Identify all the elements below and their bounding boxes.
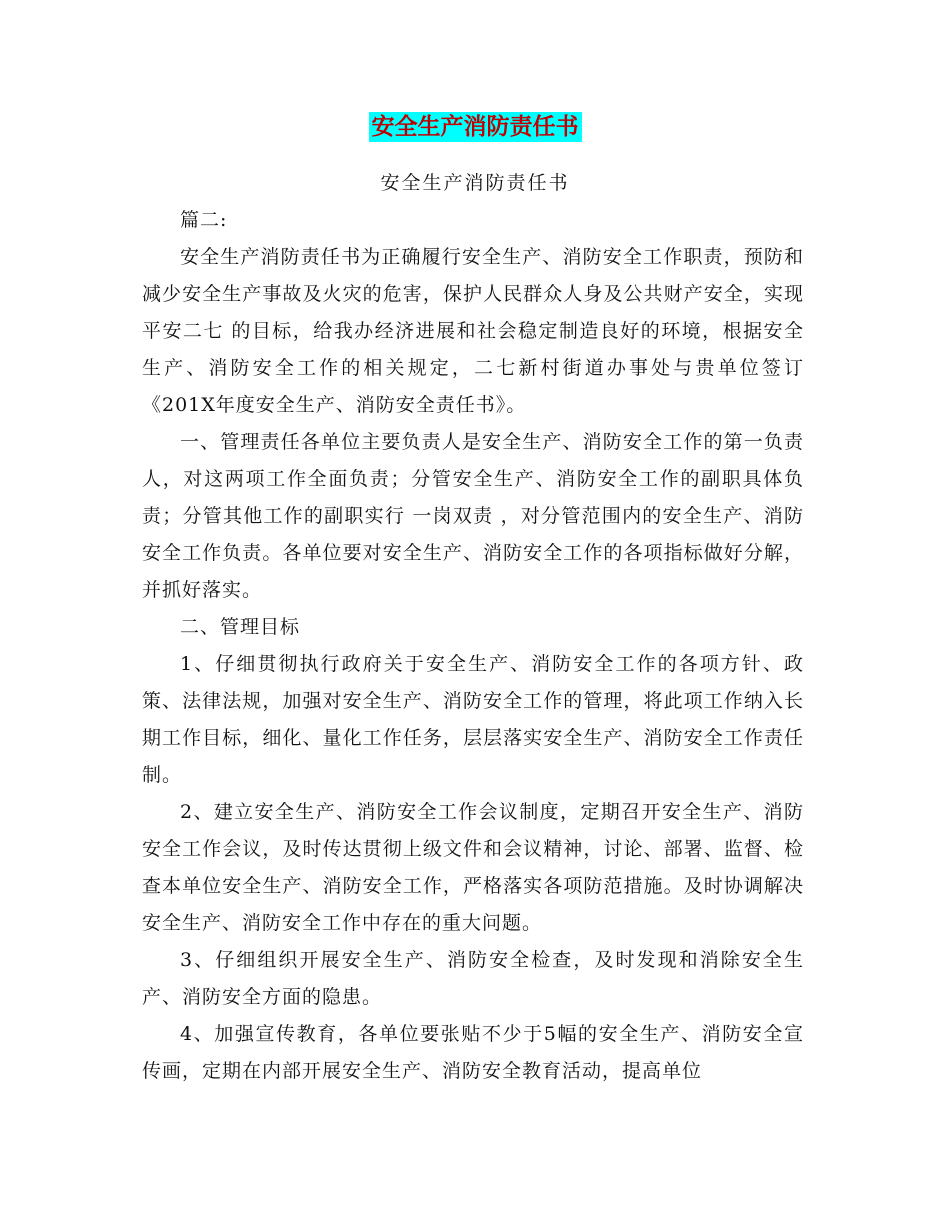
paragraph-goal-2: 2、建立安全生产、消防安全工作会议制度，定期召开安全生产、消防安全工作会议，及时传达贯彻上级文件和会议精神，讨论、部署、监督、检查本单位安全生产、消防安全工作，严格落实各项防范措施。及时协调解决安全生产、消防安全工作中存在的重大问题。 <box>142 801 804 934</box>
paragraph-goal-3: 3、仔细组织开展安全生产、消防安全检查，及时发现和消除安全生产、消防安全方面的隐患。 <box>142 949 804 1008</box>
paragraph-management-goals-heading: 二、管理目标 <box>180 616 301 638</box>
title-container <box>0 112 950 142</box>
paragraph-goal-1: 1、仔细贯彻执行政府关于安全生产、消防安全工作的各项方针、政策、法律法规，加强对安全生产、消防安全工作的管理，将此项工作纳入长期工作目标，细化、量化工作任务，层层落实安全生产、消防安全工作责任制。 <box>142 653 804 786</box>
paragraph-intro: 安全生产消防责任书为正确履行安全生产、消防安全工作职责，预防和减少安全生产事故及火灾的危害，保护人民群众人身及公共财产安全，实现 平安二七 的目标，给我办经济进展和社会稳定制造良好的环境，根据安全生产、消防安全工作的相关规定，二七新村街道办事处与贵单位签订《201X年度安全生产、消防安全责任书》。 <box>142 246 804 416</box>
document-subtitle: 安全生产消防责任书 <box>380 172 570 194</box>
document-body <box>142 202 804 1090</box>
paragraph-section-label: 篇二: <box>180 209 228 231</box>
paragraph-management-responsibility: 一、管理责任各单位主要负责人是安全生产、消防安全工作的第一负责人，对这两项工作全面负责；分管安全生产、消防安全工作的副职具体负责；分管其他工作的副职实行 一岗双责 ，对分管范围内的安全生产、消防安全工作负责。各单位要对安全生产、消防安全工作的各项指标做好分解，并抓好落实。 <box>142 431 804 601</box>
paragraph-goal-4: 4、加强宣传教育，各单位要张贴不少于5幅的安全生产、消防安全宣传画，定期在内部开展安全生产、消防安全教育活动，提高单位 <box>142 1023 804 1082</box>
document-title: 安全生产消防责任书 <box>369 112 582 142</box>
